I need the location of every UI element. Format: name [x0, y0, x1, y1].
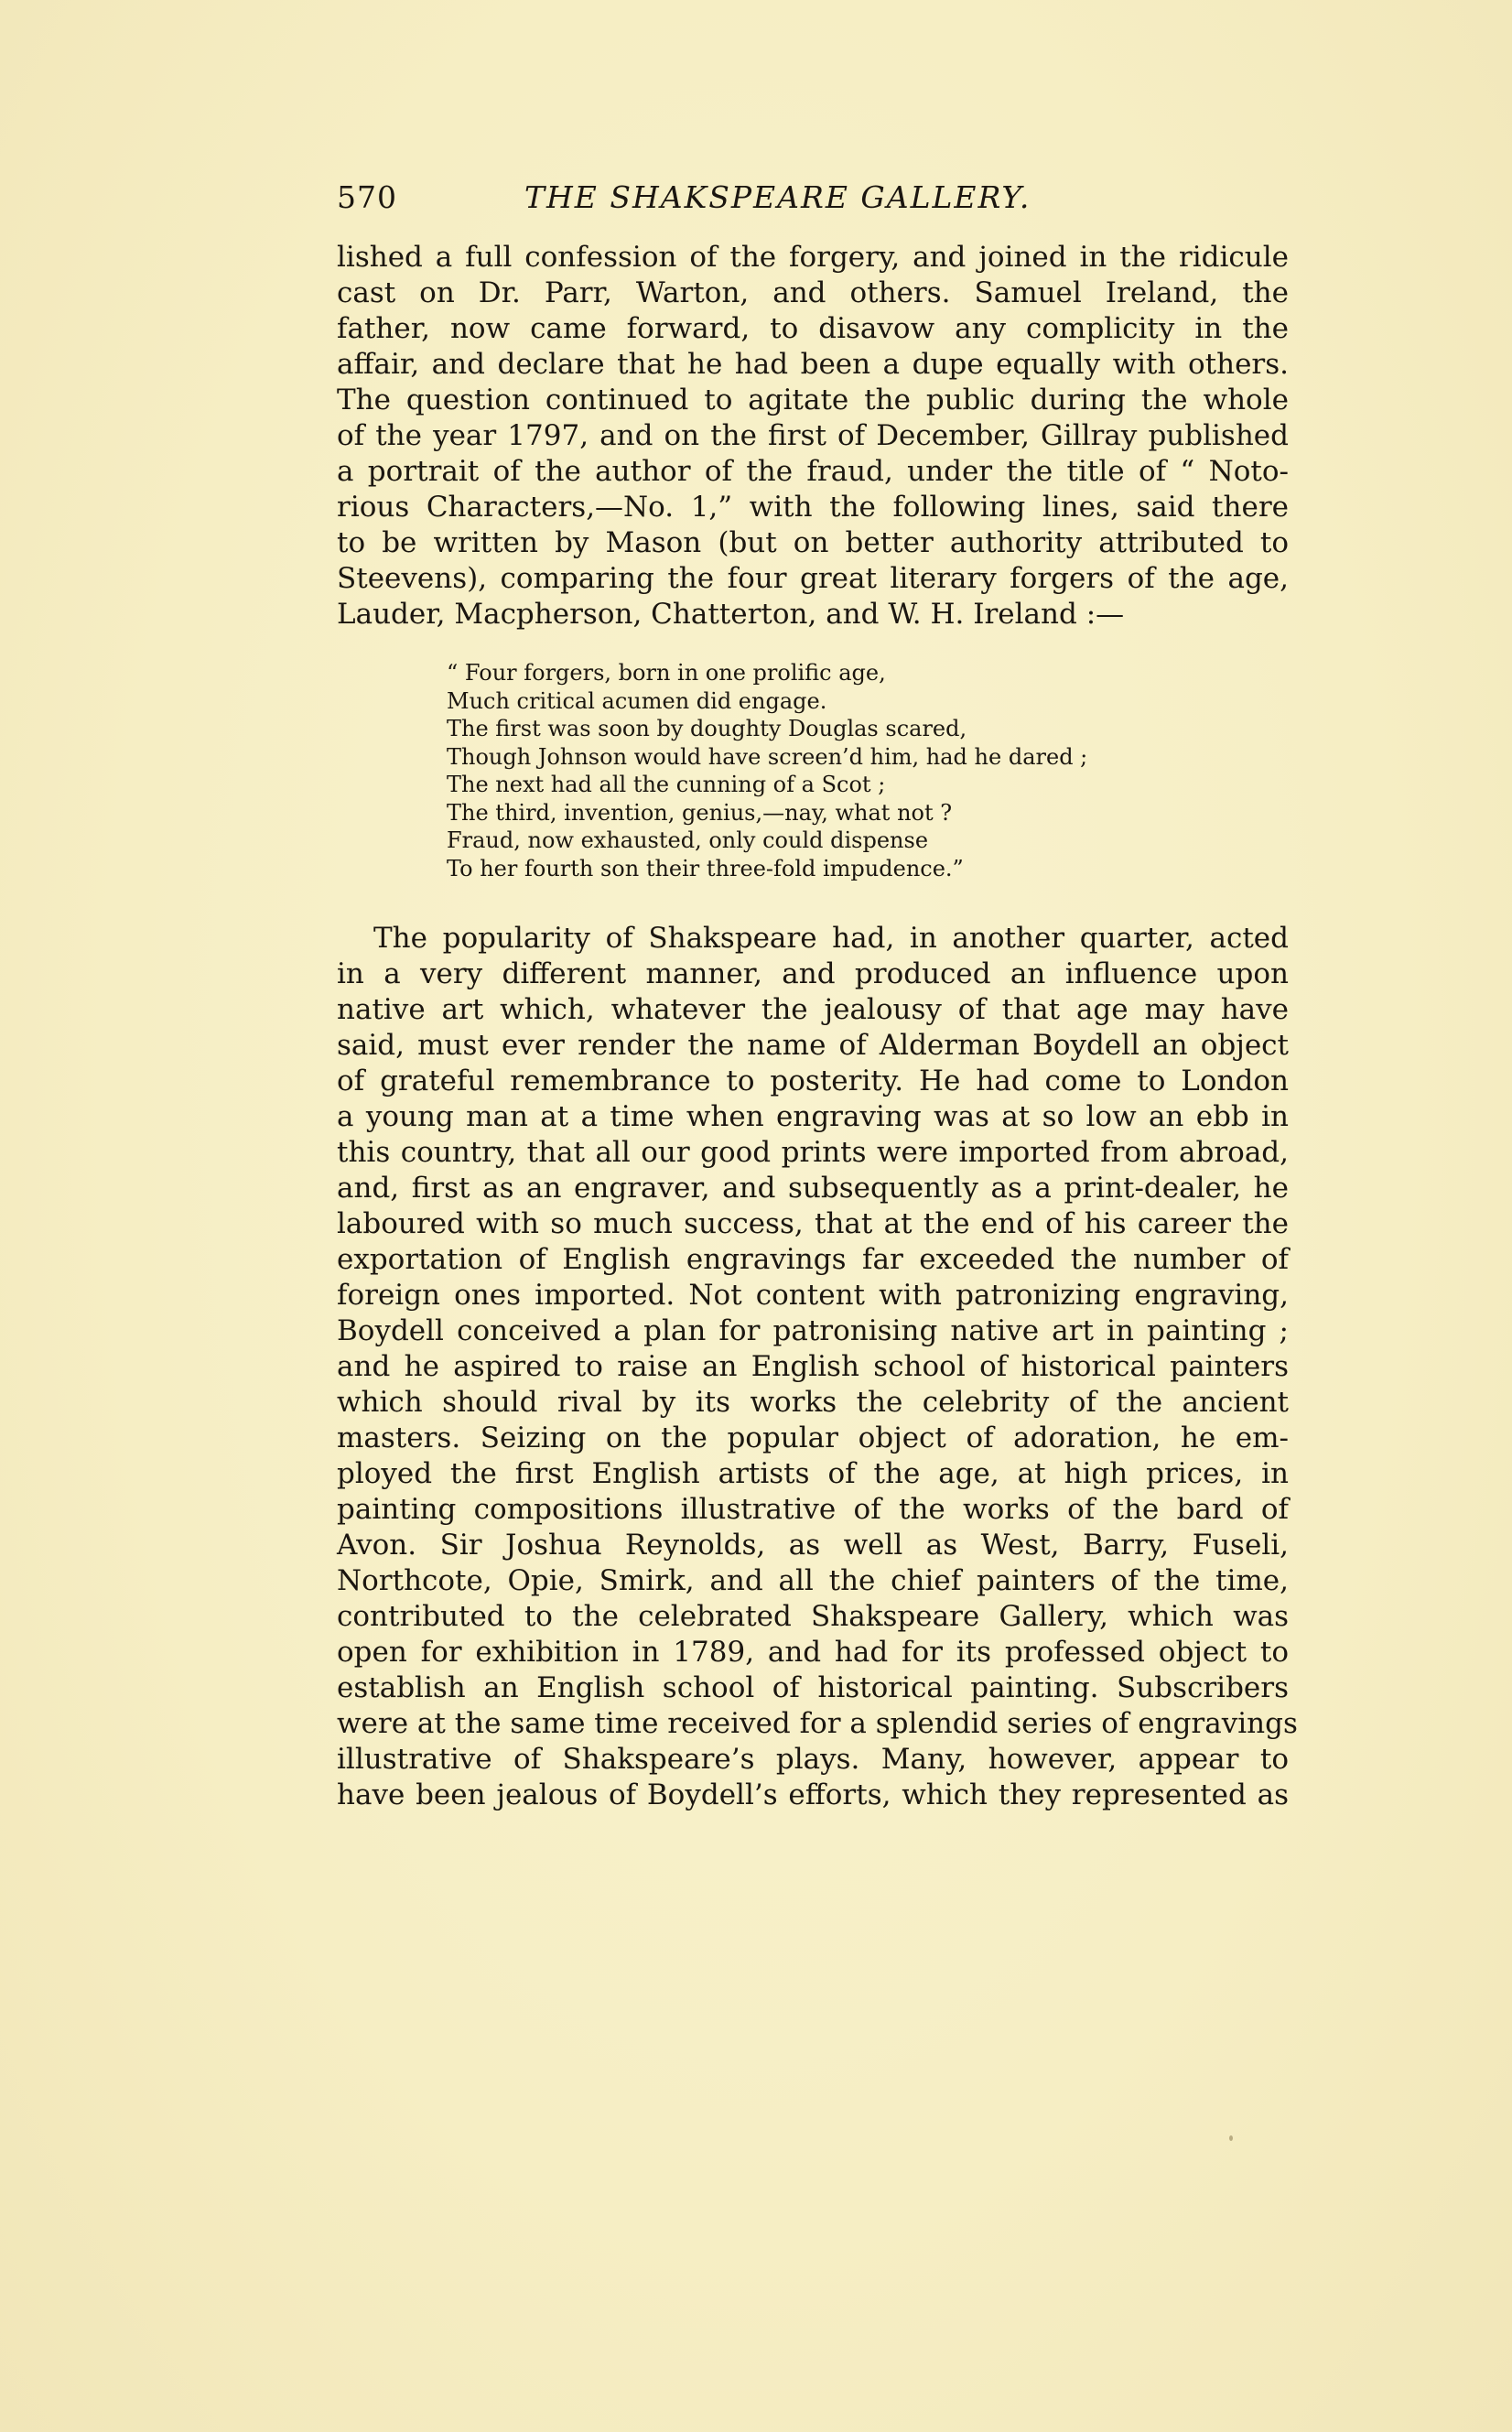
text-line: Northcote, Opie, Smirk, and all the chief painters of the time,: [337, 1564, 1289, 1597]
text-line: in a very different manner, and produced an influence upon: [337, 957, 1289, 990]
text-line: were at the same time received for a splendid series of engravings: [337, 1707, 1298, 1740]
text-line: of the year 1797, and on the first of December, Gillray published: [337, 419, 1289, 452]
text-line: Boydell conceived a plan for patronising native art in painting ;: [337, 1314, 1289, 1347]
text-line: establish an English school of historical painting. Subscribers: [337, 1671, 1289, 1704]
verse-line: Though Johnson would have screen’d him, had he dared ;: [447, 743, 1088, 770]
text-line: and, first as an engraver, and subsequently as a print-dealer, he: [337, 1172, 1289, 1205]
verse-line: Much critical acumen did engage.: [447, 687, 827, 714]
text-line: Lauder, Macpherson, Chatterton, and W. H. Ireland :—: [337, 598, 1125, 631]
verse-line: The third, invention, genius,—nay, what not ?: [447, 799, 953, 826]
paper-speck: [1229, 2135, 1233, 2141]
text-line: to be written by Mason (but on better authority attributed to: [337, 526, 1289, 559]
running-head: [337, 179, 1289, 225]
text-line: a young man at a time when engraving was at so low an ebb in: [337, 1100, 1289, 1133]
verse-line: “ Four forgers, born in one prolific age,: [447, 660, 886, 686]
text-line: painting compositions illustrative of the works of the bard of: [337, 1493, 1289, 1526]
text-line: The question continued to agitate the public during the whole: [337, 384, 1289, 416]
text-line: said, must ever render the name of Alderman Boydell an object: [337, 1029, 1289, 1062]
paragraph-2: [337, 921, 1298, 1813]
text-line: ployed the first English artists of the age, at high prices, in: [337, 1457, 1289, 1490]
text-line: and he aspired to raise an English school of historical painters: [337, 1350, 1289, 1383]
text-line: laboured with so much success, that at the end of his career the: [337, 1207, 1289, 1240]
text-line: cast on Dr. Parr, Warton, and others. Samuel Ireland, the: [337, 276, 1289, 309]
text-line: Avon. Sir Joshua Reynolds, as well as West, Barry, Fuseli,: [337, 1529, 1289, 1562]
text-line: affair, and declare that he had been a dupe equally with others.: [337, 348, 1289, 381]
verse-line: To her fourth son their three-fold impudence.”: [447, 855, 964, 881]
page-number: 570: [337, 179, 397, 215]
verse-quotation: [447, 659, 1234, 882]
verse-line: Fraud, now exhausted, only could dispense: [447, 827, 929, 853]
text-line: which should rival by its works the celebrity of the ancient: [337, 1386, 1289, 1419]
text-line: masters. Seizing on the popular object of adoration, he em-: [337, 1421, 1289, 1454]
text-line: Steevens), comparing the four great literary forgers of the age,: [337, 562, 1289, 595]
text-line: native art which, whatever the jealousy of that age may have: [337, 993, 1289, 1026]
verse-line: The next had all the cunning of a Scot ;: [447, 772, 886, 797]
text-line: this country, that all our good prints were imported from abroad,: [337, 1136, 1289, 1169]
text-line: have been jealous of Boydell’s efforts, which they represented as: [337, 1778, 1289, 1811]
text-line: The popularity of Shakspeare had, in another quarter, acted: [373, 922, 1289, 955]
text-line: exportation of English engravings far exceeded the number of: [337, 1243, 1289, 1276]
text-line: illustrative of Shakspeare’s plays. Many, however, appear to: [337, 1743, 1289, 1776]
text-line: lished a full confession of the forgery, and joined in the ridicule: [337, 241, 1289, 274]
text-line: a portrait of the author of the fraud, under the title of “ Noto-: [337, 455, 1289, 488]
text-line: foreign ones imported. Not content with patronizing engraving,: [337, 1279, 1289, 1312]
text-line: contributed to the celebrated Shakspeare Gallery, which was: [337, 1600, 1289, 1633]
running-title: THE SHAKSPEARE GALLERY.: [524, 179, 1031, 215]
text-line: of grateful remembrance to posterity. He had come to London: [337, 1065, 1289, 1097]
verse-line: The first was soon by doughty Douglas scared,: [447, 716, 967, 741]
text-line: rious Characters,—No. 1,” with the following lines, said there: [337, 491, 1289, 524]
text-line: open for exhibition in 1789, and had for its professed object to: [337, 1636, 1289, 1669]
paragraph-1: [337, 240, 1289, 632]
text-line: father, now came forward, to disavow any complicity in the: [337, 312, 1289, 345]
